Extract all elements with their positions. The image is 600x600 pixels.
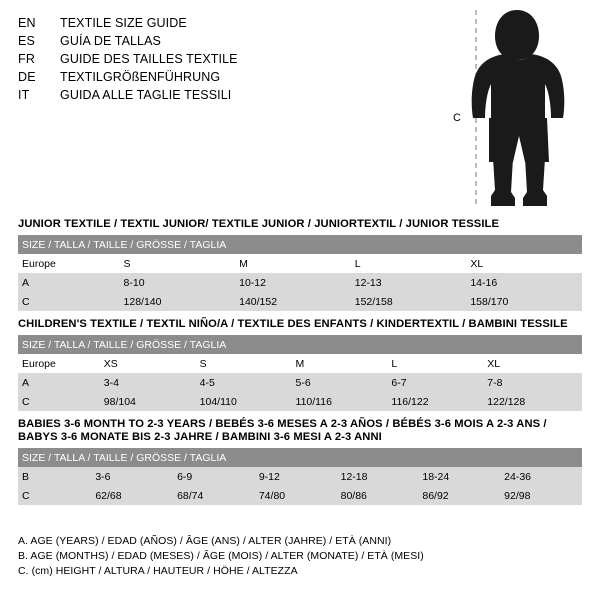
language-row: [18, 14, 448, 32]
cell: 158/170: [466, 292, 582, 311]
section-title: CHILDREN'S TEXTILE / TEXTIL NIÑO/A / TEXTILE DES ENFANTS / KINDERTEXTIL / BAMBINI TESSILE: [18, 318, 568, 330]
child-silhouette-icon: [445, 6, 595, 211]
table-row: [18, 486, 582, 505]
cell: 6-7: [387, 373, 483, 392]
cell: 9-12: [255, 467, 337, 486]
language-title: GUIDE DES TAILLES TEXTILE: [60, 52, 238, 66]
legend-item: B. AGE (MONTHS) / EDAD (MESES) / ÂGE (MOIS) / ALTER (MONATE) / ETÀ (MESI): [18, 550, 424, 562]
table-header-row: [18, 235, 582, 254]
cell: M: [292, 354, 388, 373]
size-table-children: [18, 335, 582, 411]
cell: 98/104: [100, 392, 196, 411]
cell: 122/128: [483, 392, 582, 411]
cell: 10-12: [235, 273, 351, 292]
cell: M: [235, 254, 351, 273]
row-label: C: [18, 486, 91, 505]
table-header-label: SIZE / TALLA / TAILLE / GRÖSSE / TAGLIA: [18, 448, 582, 467]
cell: 12-13: [351, 273, 467, 292]
cell: L: [387, 354, 483, 373]
cell: XS: [100, 354, 196, 373]
language-row: [18, 50, 448, 68]
legend-item: C. (cm) HEIGHT / ALTURA / HAUTEUR / HÖHE / ALTEZZA: [18, 565, 298, 577]
cell: 24-36: [500, 467, 582, 486]
cell: 74/80: [255, 486, 337, 505]
cell: 116/122: [387, 392, 483, 411]
cell: 14-16: [466, 273, 582, 292]
table-header-label: SIZE / TALLA / TAILLE / GRÖSSE / TAGLIA: [18, 335, 582, 354]
cell: 92/98: [500, 486, 582, 505]
cell: XL: [483, 354, 582, 373]
language-row: [18, 86, 448, 104]
row-label: C: [18, 392, 100, 411]
language-code: DE: [18, 70, 36, 84]
size-table-junior: [18, 235, 582, 311]
section-junior-textile: [18, 218, 582, 311]
table-row: [18, 467, 582, 486]
row-label: Europe: [18, 354, 100, 373]
cell: 8-10: [120, 273, 236, 292]
cell: 140/152: [235, 292, 351, 311]
language-row: [18, 32, 448, 50]
cell: 12-18: [337, 467, 419, 486]
cell: 68/74: [173, 486, 255, 505]
row-label: C: [18, 292, 120, 311]
cell: S: [196, 354, 292, 373]
table-header-label: SIZE / TALLA / TAILLE / GRÖSSE / TAGLIA: [18, 235, 582, 254]
language-header: [18, 14, 448, 104]
row-label: B: [18, 467, 91, 486]
cell: 4-5: [196, 373, 292, 392]
cell: 5-6: [292, 373, 388, 392]
cell: 152/158: [351, 292, 467, 311]
cell: 110/116: [292, 392, 388, 411]
section-babies-textile: [18, 418, 582, 505]
table-row: [18, 273, 582, 292]
cell: 18-24: [418, 467, 500, 486]
table-header-row: [18, 448, 582, 467]
size-table-babies: [18, 448, 582, 505]
language-title: TEXTILGRÖßENFÜHRUNG: [60, 70, 221, 84]
cell: 7-8: [483, 373, 582, 392]
cell: XL: [466, 254, 582, 273]
language-code: FR: [18, 52, 36, 66]
row-label: A: [18, 273, 120, 292]
cell: 3-6: [91, 467, 173, 486]
child-silhouette-figure: [445, 6, 595, 211]
row-label: A: [18, 373, 100, 392]
cell: 128/140: [120, 292, 236, 311]
cell: 104/110: [196, 392, 292, 411]
table-header-row: [18, 335, 582, 354]
table-row: [18, 254, 582, 273]
table-row: [18, 292, 582, 311]
cell: S: [120, 254, 236, 273]
language-row: [18, 68, 448, 86]
section-title: BABIES 3-6 MONTH TO 2-3 YEARS / BEBÉS 3-6 MESES A 2-3 AÑOS / BÉBÉS 3-6 MOIS A 2-3 ANS / BABYS 3-6 MONATE BIS 2-3 JAHRE / BAMBINI 3-6 MESI A 2-3 ANNI: [18, 418, 547, 443]
legend: [18, 534, 582, 579]
table-row: [18, 354, 582, 373]
legend-item: A. AGE (YEARS) / EDAD (AÑOS) / ÂGE (ANS) / ALTER (JAHRE) / ETÀ (ANNI): [18, 535, 392, 547]
table-row: [18, 392, 582, 411]
cell: 86/92: [418, 486, 500, 505]
cell: 80/86: [337, 486, 419, 505]
cell: 6-9: [173, 467, 255, 486]
language-title: GUÍA DE TALLAS: [60, 34, 161, 48]
section-title: JUNIOR TEXTILE / TEXTIL JUNIOR/ TEXTILE JUNIOR / JUNIORTEXTIL / JUNIOR TESSILE: [18, 218, 500, 230]
language-title: TEXTILE SIZE GUIDE: [60, 16, 187, 30]
cell: L: [351, 254, 467, 273]
language-code: ES: [18, 34, 36, 48]
language-code: EN: [18, 16, 36, 30]
row-label: Europe: [18, 254, 120, 273]
height-measure-label: C: [453, 112, 461, 124]
language-title: GUIDA ALLE TAGLIE TESSILI: [60, 88, 232, 102]
cell: 62/68: [91, 486, 173, 505]
cell: 3-4: [100, 373, 196, 392]
section-childrens-textile: [18, 318, 582, 411]
table-row: [18, 373, 582, 392]
language-code: IT: [18, 88, 30, 102]
